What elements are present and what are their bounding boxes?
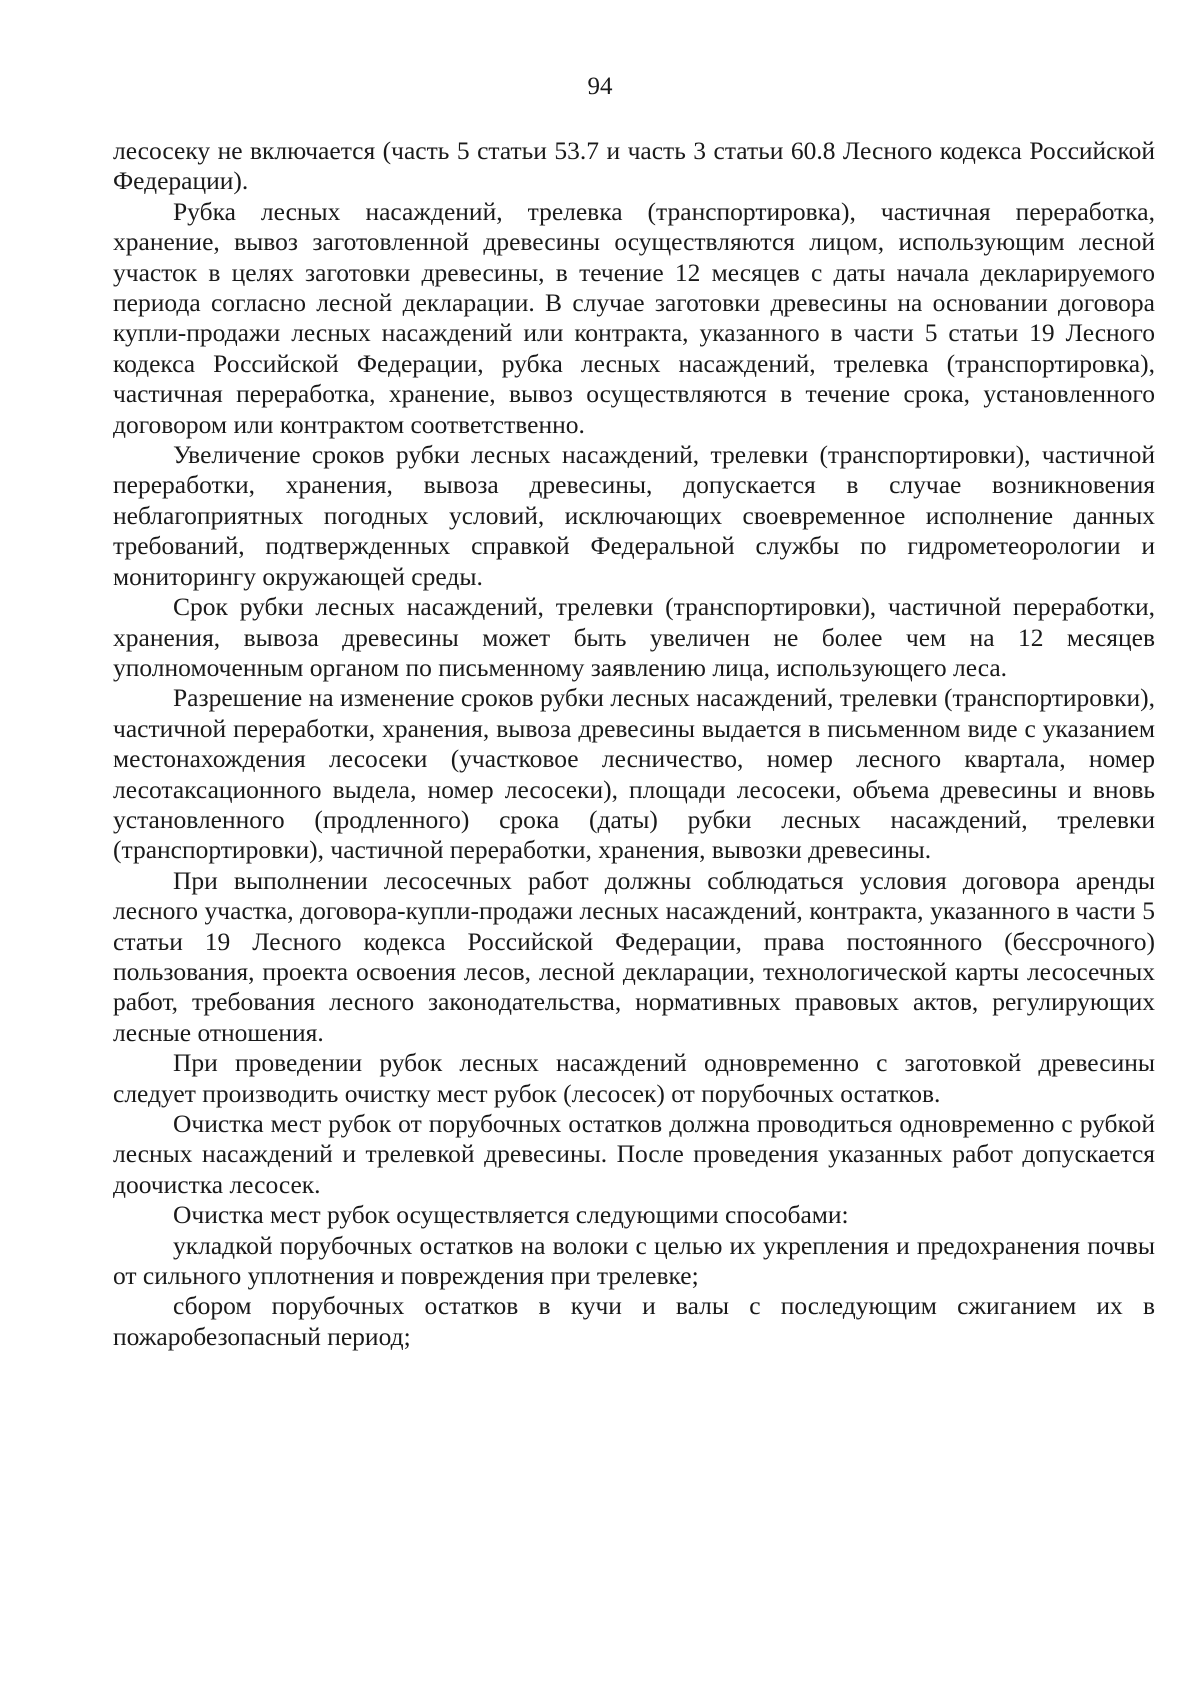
paragraph: Разрешение на изменение сроков рубки лесных насаждений, трелевки (транспортировки), частичной переработки, хранения, вывоза древесины выдается в письменном виде с указанием местонахождения лесосеки (участковое лесничество, номер лесного квартала, номер лесотаксационного выдела, номер лесосеки), площади лесосеки, объема древесины и вновь установленного (продленного) срока (даты) рубки лесных насаждений, трелевки (транспортировки), частичной переработки, хранения, вывозки древесины.	[113, 683, 1155, 865]
paragraph: Очистка мест рубок осуществляется следующими способами:	[173, 1200, 849, 1230]
paragraph: Увеличение сроков рубки лесных насаждений, трелевки (транспортировки), частичной переработки, хранения, вывоза древесины, допускается в случае возникновения неблагоприятных погодных условий, исключающих своевременное исполнение данных требований, подтвержденных справкой Федеральной службы по гидрометеорологии и мониторингу окружающей среды.	[113, 440, 1155, 591]
paragraph: укладкой порубочных остатков на волоки с целью их укрепления и предохранения почвы от сильного уплотнения и повреждения при трелевке;	[113, 1230, 1155, 1291]
paragraph: сбором порубочных остатков в кучи и валы с последующим сжиганием их в пожаробезопасный период;	[113, 1291, 1155, 1351]
paragraph: При выполнении лесосечных работ должны соблюдаться условия договора аренды лесного участка, договора-купли-продажи лесных насаждений, контракта, указанного в части 5 статьи 19 Лесного кодекса Российской Федерации, права постоянного (бессрочного) пользования, проекта освоения лесов, лесной декларации, технологической карты лесосечных работ, требования лесного законодательства, нормативных правовых актов, регулирующих лесные отношения.	[113, 865, 1155, 1047]
paragraph: Рубка лесных насаждений, трелевка (транспортировка), частичная переработка, хранение, вывоз заготовленной древесины осуществляются лицом, использующим лесной участок в целях заготовки древесины, в течение 12 месяцев с даты начала декларируемого периода согласно лесной декларации. В случае заготовки древесины на основании договора купли-продажи лесных насаждений или контракта, указанного в части 5 статьи 19 Лесного кодекса Российской Федерации, рубка лесных насаждений, трелевка (транспортировка), частичная переработка, хранение, вывоз осуществляются в течение срока, установленного договором или контрактом соответственно.	[113, 196, 1155, 439]
paragraph: Срок рубки лесных насаждений, трелевки (транспортировки), частичной переработки, хранения, вывоза древесины может быть увеличен не более чем на 12 месяцев уполномоченным органом по письменному заявлению лица, использующего леса.	[113, 592, 1155, 682]
paragraph: лесосеку не включается (часть 5 статьи 53.7 и часть 3 статьи 60.8 Лесного кодекса Российской Федерации).	[113, 136, 1155, 196]
paragraph: Очистка мест рубок от порубочных остатков должна проводиться одновременно с рубкой лесных насаждений и трелевкой древесины. После проведения указанных работ допускается доочистка лесосек.	[113, 1109, 1155, 1199]
page-number: 94	[587, 73, 613, 100]
document-body	[113, 136, 1155, 1352]
paragraph: При проведении рубок лесных насаждений одновременно с заготовкой древесины следует производить очистку мест рубок (лесосек) от порубочных остатков.	[113, 1048, 1155, 1108]
